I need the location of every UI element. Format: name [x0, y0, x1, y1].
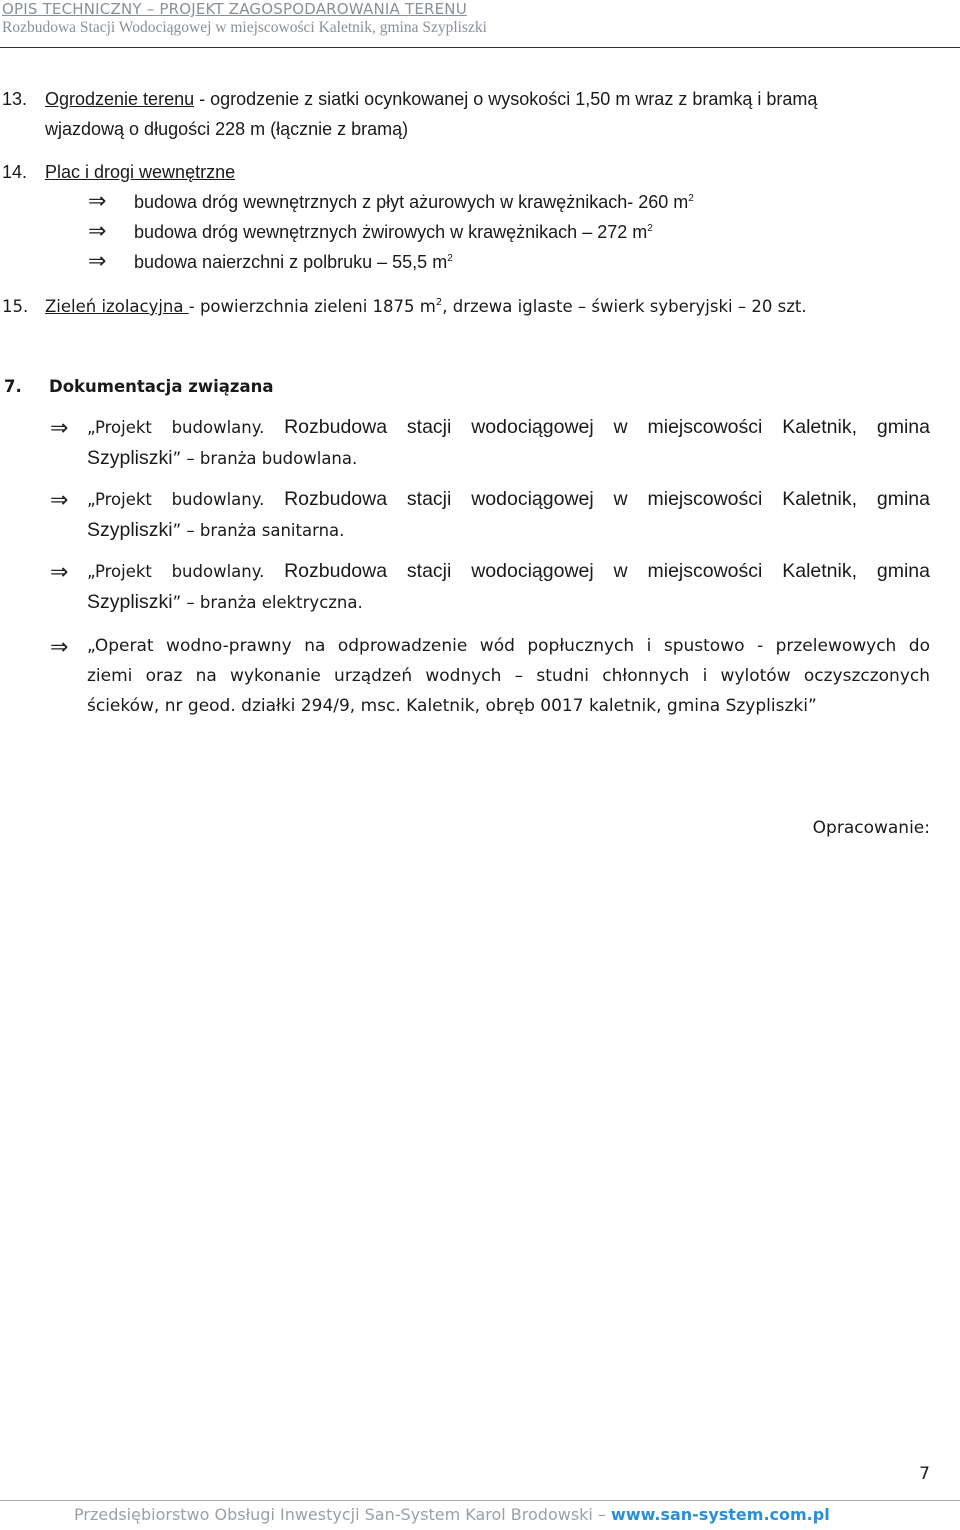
- item-13: [2, 89, 27, 110]
- header-title: OPIS TECHNICZNY – PROJEKT ZAGOSPODAROWANIA TERENU: [2, 0, 467, 18]
- item-14-bullet: [134, 222, 653, 243]
- operat-line3: ścieków, nr geod. działki 294/9, msc. Kaletnik, obręb 0017 kaletnik, gmina Szypliszki”: [87, 696, 817, 716]
- doc-item: [87, 560, 930, 583]
- item-15-text-a: - powierzchnia zieleni 1875 m: [188, 297, 436, 316]
- doc-item-line2: [87, 447, 930, 470]
- item-13-text: - ogrodzenie z siatki ocynkowanej o wysokości 1,50 m wraz z bramką i bramą: [194, 89, 818, 109]
- item-15-number: 15.: [2, 297, 29, 316]
- header-subtitle: Rozbudowa Stacji Wodociągowej w miejscowości Kaletnik, gmina Szypliszki: [2, 19, 487, 36]
- double-arrow-icon: ⇒: [50, 635, 69, 660]
- doc-item-line2: [87, 519, 930, 542]
- bullet-text: budowa dróg wewnętrznych z płyt ażurowych w krawężnikach- 260 m: [134, 192, 689, 212]
- double-arrow-icon: ⇒: [88, 219, 107, 244]
- footer-divider: [0, 1500, 960, 1501]
- item-14-title: Plac i drogi wewnętrzne: [45, 162, 236, 182]
- item-14-bullet: [134, 252, 453, 273]
- bullet-superscript: 2: [447, 253, 453, 264]
- doc-prefix: „Projekt budowlany.: [87, 418, 285, 437]
- item-15-title: Zieleń izolacyjna: [45, 297, 189, 316]
- bullet-text: budowa dróg wewnętrznych żwirowych w krawężnikach – 272 m: [134, 222, 648, 242]
- item-15-line: [45, 297, 807, 316]
- doc-main-cont: Szypliszki: [87, 591, 173, 613]
- page-number: 7: [919, 1464, 930, 1484]
- double-arrow-icon: ⇒: [50, 560, 69, 585]
- footer-url-link[interactable]: www.san-system.com.pl: [611, 1505, 830, 1524]
- doc-item: [87, 416, 930, 439]
- item-13-number: 13.: [2, 89, 28, 109]
- bullet-text: budowa naierzchni z polbruku – 55,5 m: [134, 252, 448, 272]
- footer-company: Przedsiębiorstwo Obsługi Inwestycji San-System Karol Brodowski –: [74, 1505, 612, 1524]
- header-divider: [0, 47, 960, 48]
- doc-main-cont: Szypliszki: [87, 519, 173, 541]
- doc-prefix: „Projekt budowlany.: [87, 490, 285, 509]
- doc-main: Rozbudowa stacji wodociągowej w miejscowości Kaletnik, gmina: [284, 488, 930, 510]
- operat-line2: ziemi oraz na wykonanie urządzeń wodnych – studni chłonnych i wylotów oczyszczonych: [87, 666, 930, 686]
- section-7-title: Dokumentacja związana: [49, 377, 274, 396]
- doc-branch: ” – branża budowlana.: [172, 449, 358, 468]
- bullet-superscript: 2: [647, 223, 653, 234]
- item-15-text-b: , drzewa iglaste – świerk syberyjski – 20 szt.: [442, 297, 807, 316]
- item-15-superscript: 2: [435, 297, 443, 308]
- double-arrow-icon: ⇒: [88, 189, 107, 214]
- double-arrow-icon: ⇒: [88, 249, 107, 274]
- doc-main: Rozbudowa stacji wodociągowej w miejscowości Kaletnik, gmina: [284, 416, 930, 438]
- item-14-bullet: [134, 192, 694, 213]
- item-13-line2: wjazdową o długości 228 m (łącznie z bramą): [45, 119, 409, 139]
- doc-item: [87, 488, 930, 511]
- signature-label: Opracowanie:: [812, 818, 930, 838]
- doc-main: Rozbudowa stacji wodociągowej w miejscowości Kaletnik, gmina: [284, 560, 930, 582]
- doc-branch: ” – branża elektryczna.: [172, 593, 363, 612]
- operat-line1: „Operat wodno-prawny na odprowadzenie wód popłucznych i spustowo - przelewowych do: [87, 636, 930, 656]
- double-arrow-icon: ⇒: [50, 416, 69, 441]
- footer: [74, 1505, 830, 1524]
- doc-main-cont: Szypliszki: [87, 447, 173, 469]
- item-13-line1: [45, 89, 817, 110]
- double-arrow-icon: ⇒: [50, 488, 69, 513]
- item-13-title: Ogrodzenie terenu: [45, 89, 195, 109]
- item-14-number: 14.: [2, 162, 28, 182]
- doc-branch: ” – branża sanitarna.: [172, 521, 345, 540]
- doc-prefix: „Projekt budowlany.: [87, 562, 285, 581]
- doc-item-line2: [87, 591, 930, 614]
- section-7-number: 7.: [4, 377, 22, 396]
- bullet-superscript: 2: [688, 193, 694, 204]
